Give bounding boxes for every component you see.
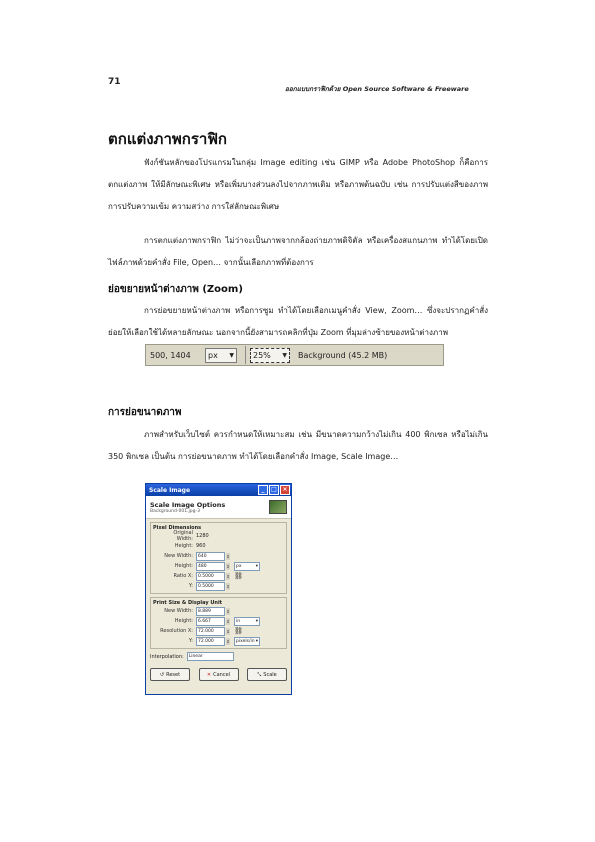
paragraph-resize bbox=[108, 424, 488, 468]
pixel-unit-select[interactable] bbox=[234, 562, 260, 571]
print-height-row bbox=[159, 616, 284, 626]
resolution-x-row bbox=[159, 626, 284, 636]
minimize-icon[interactable]: _ bbox=[258, 485, 268, 495]
spinner-icon[interactable]: ⇕ bbox=[226, 553, 230, 559]
cancel-label: Cancel bbox=[213, 671, 231, 678]
unit-value: px bbox=[208, 350, 218, 360]
chevron-down-icon: ▾ bbox=[255, 618, 258, 624]
reset-button[interactable] bbox=[150, 668, 190, 681]
chevron-down-icon: ▾ bbox=[255, 563, 258, 569]
ratio-x-input[interactable]: 0.5000 bbox=[196, 572, 225, 581]
scale-label: Scale bbox=[263, 671, 277, 678]
chevron-down-icon: ▼ bbox=[282, 351, 287, 359]
dialog-titlebar[interactable] bbox=[146, 484, 291, 496]
ratio-y-row bbox=[159, 581, 284, 591]
print-unit-value: in bbox=[236, 618, 241, 624]
new-height-row bbox=[159, 561, 284, 571]
spinner-icon[interactable]: ⇕ bbox=[226, 608, 230, 614]
original-width-value: 1280 bbox=[196, 533, 209, 539]
interpolation-select[interactable] bbox=[187, 652, 234, 661]
unit-dropdown[interactable] bbox=[205, 348, 237, 363]
spinner-icon[interactable]: ⇕ bbox=[226, 583, 230, 589]
cancel-icon: ✕ bbox=[206, 671, 212, 678]
print-width-input[interactable]: 8.889 bbox=[196, 607, 225, 616]
dialog-buttons bbox=[146, 664, 291, 681]
original-width-row bbox=[159, 531, 284, 541]
new-width-input[interactable]: 640 bbox=[196, 552, 225, 561]
paragraph-resize-text: ภาพสำหรับเว็บไซต์ ควรกำหนดให้เหมาะสม เช่น มีขนาดความกว้างไม่เกิน 400 พิกเซล หรือไม่เกิน 350 พิกเซล เป็นต้น การย่อขนาดภาพ ทำได้โดยเลือกคำสั่ง Image, Scale Image… bbox=[108, 430, 488, 461]
chevron-down-icon: ▾ bbox=[255, 638, 258, 644]
print-size-label: Print Size & Display Unit bbox=[153, 600, 223, 606]
interpolation-label: Interpolation: bbox=[150, 653, 184, 660]
image-thumbnail bbox=[269, 500, 287, 514]
paragraph-intro bbox=[108, 152, 488, 218]
pixel-unit-value: px bbox=[236, 563, 242, 569]
resolution-y-row bbox=[159, 636, 284, 646]
scale-button[interactable] bbox=[247, 668, 287, 681]
ratio-y-input[interactable]: 0.5000 bbox=[196, 582, 225, 591]
chain-link-icon[interactable]: ⛓ bbox=[234, 572, 243, 580]
original-height-label: Height: bbox=[174, 543, 193, 549]
print-size-group bbox=[150, 597, 287, 649]
new-width-row bbox=[159, 551, 284, 561]
paragraph-zoom bbox=[108, 300, 488, 344]
chain-link-icon[interactable]: ⛓ bbox=[234, 627, 243, 635]
reset-label: Reset bbox=[166, 671, 181, 678]
spinner-icon[interactable]: ⇕ bbox=[226, 618, 230, 624]
print-unit-select[interactable] bbox=[234, 617, 260, 626]
spinner-icon[interactable]: ⇕ bbox=[226, 628, 230, 634]
original-width-label: Original Width: bbox=[173, 530, 193, 542]
spinner-icon[interactable]: ⇕ bbox=[226, 563, 230, 569]
new-height-input[interactable]: 480 bbox=[196, 562, 225, 571]
section-title: ตกแต่งภาพกราฟิก bbox=[108, 130, 228, 148]
status-bar bbox=[145, 344, 444, 366]
scale-icon: ⤡ bbox=[257, 671, 262, 678]
divider bbox=[245, 346, 246, 364]
zoom-value: 25% bbox=[253, 350, 271, 360]
close-icon[interactable]: × bbox=[280, 485, 290, 495]
running-head: ออกแบบกราฟิกด้วย Open Source Software & Freeware bbox=[285, 85, 469, 93]
zoom-dropdown[interactable] bbox=[250, 348, 290, 363]
interpolation-value: Linear bbox=[188, 654, 203, 659]
paragraph-zoom-text: การย่อขยายหน้าต่างภาพ หรือการซูม ทำได้โดยเลือกเมนูคำสั่ง View, Zoom… ซึ่งจะปรากฏคำสั่งย่อยให้เลือกใช้ได้หลายลักษณะ นอกจากนี้ยังสามารถคลิกที่ปุ่ม Zoom ที่มุมล่างซ้ายของหน้าต่างภาพ bbox=[108, 306, 488, 337]
resolution-unit-value: pixels/in bbox=[236, 638, 255, 644]
resolution-x-label: Resolution X: bbox=[160, 628, 193, 634]
chevron-down-icon: ▼ bbox=[229, 351, 234, 359]
scale-image-dialog bbox=[145, 483, 292, 695]
reset-icon: ↺ bbox=[159, 671, 165, 678]
ratio-y-label: Y: bbox=[188, 583, 193, 589]
maximize-icon[interactable]: □ bbox=[269, 485, 279, 495]
pixel-dimensions-label: Pixel Dimensions bbox=[153, 525, 202, 531]
resolution-y-input[interactable]: 72.000 bbox=[196, 637, 225, 646]
subsection-resize-title: การย่อขนาดภาพ bbox=[108, 407, 182, 418]
dialog-title: Scale Image bbox=[149, 486, 191, 494]
spinner-icon[interactable]: ⇕ bbox=[226, 573, 230, 579]
layer-info: Background (45.2 MB) bbox=[298, 350, 388, 360]
interpolation-row bbox=[150, 652, 287, 661]
print-height-label: Height: bbox=[174, 618, 193, 624]
print-width-label: New Width: bbox=[164, 608, 193, 614]
resolution-x-input[interactable]: 72.000 bbox=[196, 627, 225, 636]
ratio-x-row bbox=[159, 571, 284, 581]
original-height-row bbox=[159, 541, 284, 551]
pixel-dimensions-group bbox=[150, 522, 287, 594]
original-height-value: 960 bbox=[196, 543, 206, 549]
resolution-y-label: Y: bbox=[188, 638, 193, 644]
page-number: 71 bbox=[108, 77, 121, 87]
print-height-input[interactable]: 6.667 bbox=[196, 617, 225, 626]
resolution-unit-select[interactable] bbox=[234, 637, 260, 646]
paragraph-open-text: การตกแต่งภาพกราฟิก ไม่ว่าจะเป็นภาพจากกล้องถ่ายภาพดิจิตัล หรือเครื่องสแกนภาพ ทำได้โดยเปิดไฟล์ภาพด้วยคำสั่ง File, Open… จากนั้นเลือกภาพที่ต้องการ bbox=[108, 236, 488, 267]
pointer-coordinates: 500, 1404 bbox=[150, 350, 191, 360]
dialog-header bbox=[146, 496, 291, 519]
dialog-header-subtitle: Background-001.jpg-3 bbox=[150, 508, 200, 514]
cancel-button[interactable] bbox=[199, 668, 239, 681]
new-height-label: Height: bbox=[174, 563, 193, 569]
ratio-x-label: Ratio X: bbox=[173, 573, 193, 579]
spinner-icon[interactable]: ⇕ bbox=[226, 638, 230, 644]
dialog-header-title: Scale Image Options bbox=[150, 500, 226, 509]
print-width-row bbox=[159, 606, 284, 616]
new-width-label: New Width: bbox=[164, 553, 193, 559]
subsection-zoom-title: ย่อขยายหน้าต่างภาพ (Zoom) bbox=[108, 284, 243, 295]
paragraph-intro-text: ฟังก์ชันหลักของโปรแกรมในกลุ่ม Image editing เช่น GIMP หรือ Adobe PhotoShop ก็คือการตกแต่งภาพ ให้มีลักษณะพิเศษ หรือเพิ่มบางส่วนลงไปจากภาพเดิม หรือภาพต้นฉบับ เช่น การปรับแต่งสีของภาพ การปรับความเข้ม ความสว่าง การใส่ลักษณะพิเศษ bbox=[108, 158, 488, 211]
paragraph-open bbox=[108, 230, 488, 274]
